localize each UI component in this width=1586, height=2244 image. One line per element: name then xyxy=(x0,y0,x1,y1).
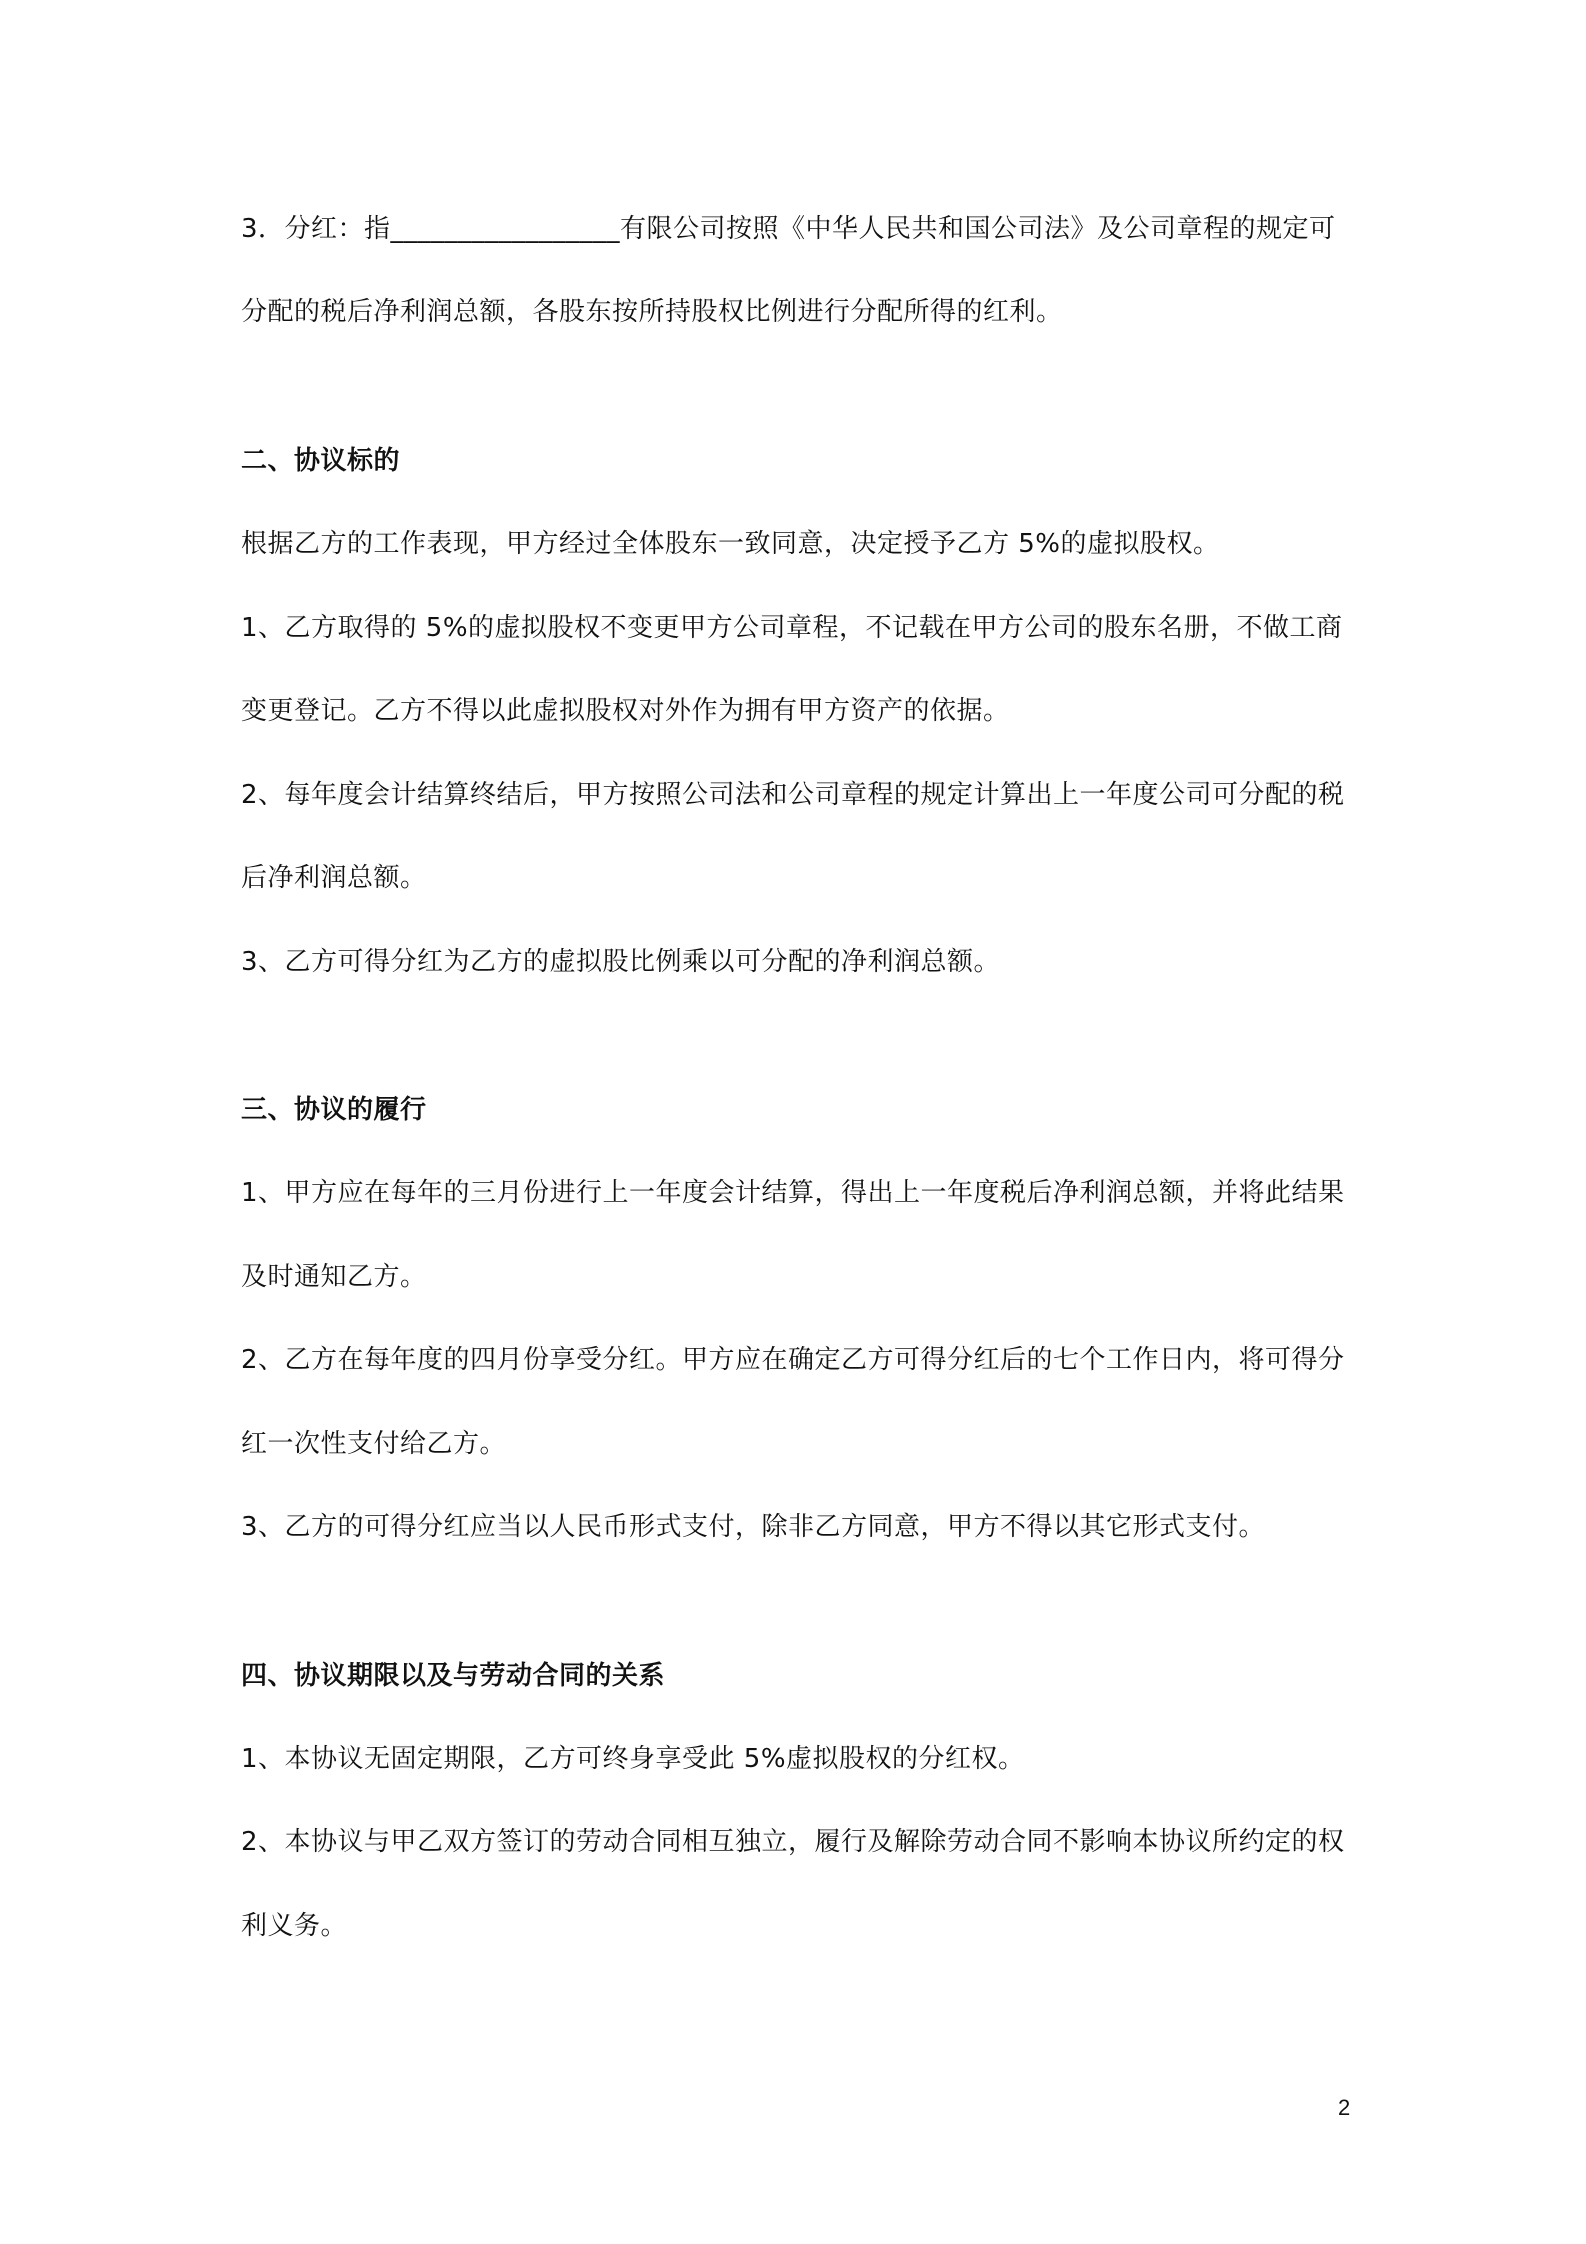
paragraph-line: 1、乙方取得的 5%的虚拟股权不变更甲方公司章程，不记载在甲方公司的股东名册，不做工商 xyxy=(241,613,1343,643)
paragraph-line: 3、乙方可得分红为乙方的虚拟股比例乘以可分配的净利润总额。 xyxy=(241,947,1001,977)
paragraph-line: 3、乙方的可得分红应当以人民币形式支付，除非乙方同意，甲方不得以其它形式支付。 xyxy=(241,1512,1266,1542)
section-heading-agreement-performance: 三、协议的履行 xyxy=(241,1095,427,1125)
paragraph-line: 根据乙方的工作表现，甲方经过全体股东一致同意，决定授予乙方 5%的虚拟股权。 xyxy=(241,529,1220,559)
paragraph-line: 后净利润总额。 xyxy=(241,863,427,893)
dividend-definition-line-2: 分配的税后净利润总额，各股东按所持股权比例进行分配所得的红利。 xyxy=(241,297,1063,327)
paragraph-line: 1、本协议无固定期限，乙方可终身享受此 5%虚拟股权的分红权。 xyxy=(241,1744,1025,1774)
paragraph-line: 红一次性支付给乙方。 xyxy=(241,1429,507,1459)
paragraph-line: 变更登记。乙方不得以此虚拟股权对外作为拥有甲方资产的依据。 xyxy=(241,696,1010,726)
dividend-definition-line-1: 3．分红：指_________________有限公司按照《中华人民共和国公司法》及公司章程的规定可 xyxy=(241,214,1336,244)
page-number: 2 xyxy=(1338,2095,1351,2120)
paragraph-line: 2、乙方在每年度的四月份享受分红。甲方应在确定乙方可得分红后的七个工作日内，将可得分 xyxy=(241,1345,1345,1375)
paragraph-line: 2、每年度会计结算终结后，甲方按照公司法和公司章程的规定计算出上一年度公司可分配的税 xyxy=(241,780,1345,810)
paragraph-line: 利义务。 xyxy=(241,1911,348,1941)
section-heading-agreement-term: 四、协议期限以及与劳动合同的关系 xyxy=(241,1661,666,1691)
paragraph-line: 及时通知乙方。 xyxy=(241,1262,427,1292)
section-heading-agreement-subject: 二、协议标的 xyxy=(241,446,401,476)
paragraph-line: 1、甲方应在每年的三月份进行上一年度会计结算，得出上一年度税后净利润总额，并将此结果 xyxy=(241,1178,1345,1208)
paragraph-line: 2、本协议与甲乙双方签订的劳动合同相互独立，履行及解除劳动合同不影响本协议所约定的权 xyxy=(241,1827,1345,1857)
